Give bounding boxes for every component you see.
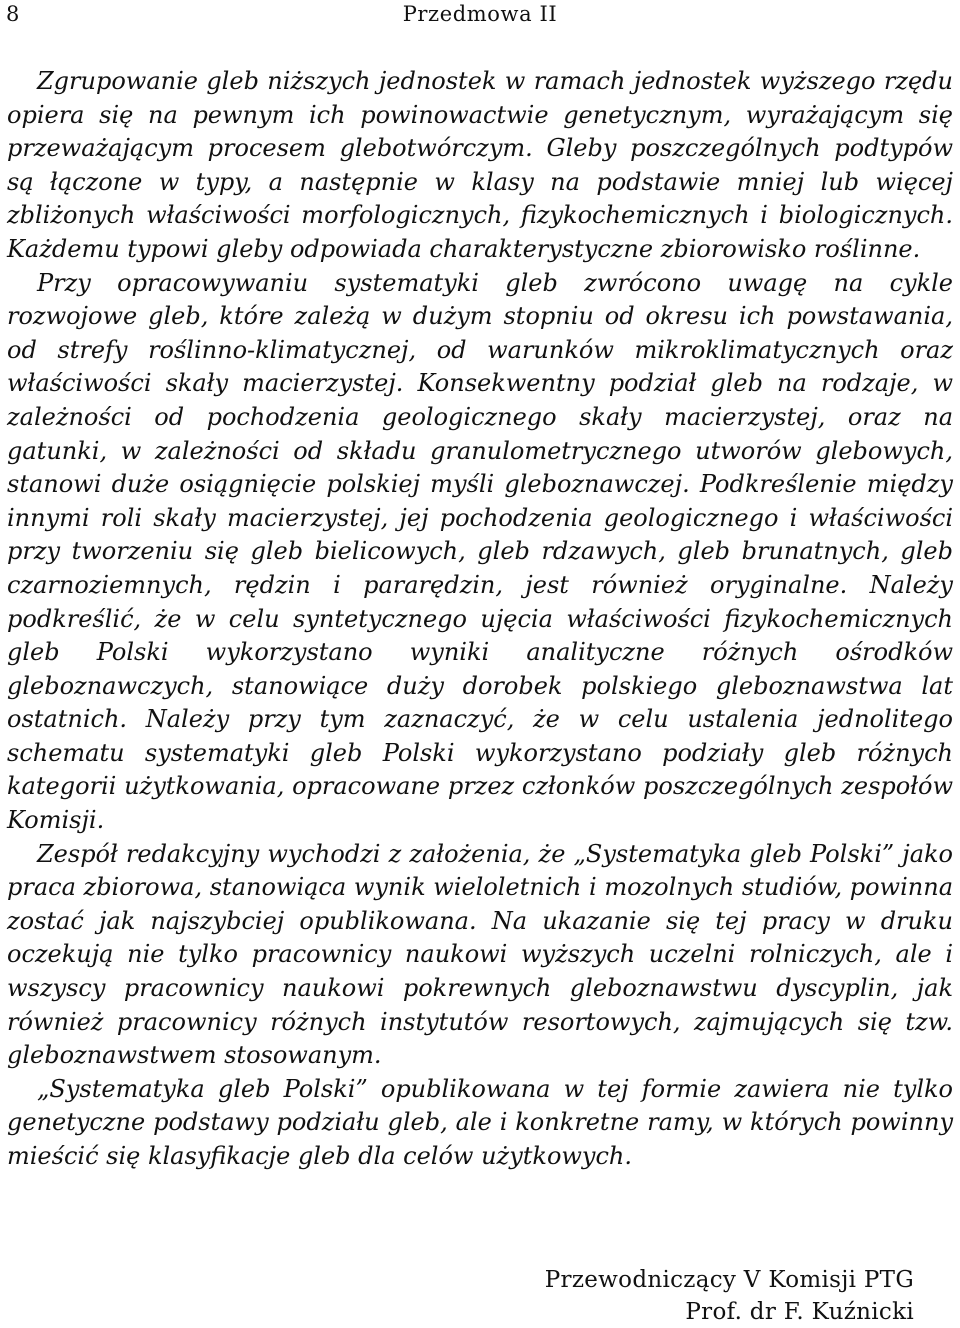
running-title: Przedmowa II xyxy=(402,2,558,26)
paragraph-1: Zgrupowanie gleb niższych jednostek w ramach jednostek wyższego rzędu opiera się na pewnym ich powinowactwie genetycznym, wyrażającym się przeważającym procesem glebotwórczym. Gleby poszczególnych podtypów są łączone w typy, a następnie w klasy na podstawie mniej lub więcej zbliżonych właściwości morfologicznych, fizykochemicznych i biologicznych. Każdemu typowi gleby odpowiada charakterystyczne zbiorowisko roślinne. xyxy=(7,67,953,263)
signature-name: Prof. dr F. Kuźnicki xyxy=(685,1299,914,1325)
paragraph-2: Przy opracowywaniu systematyki gleb zwrócono uwagę na cykle rozwojowe gleb, które zależą w dużym stopniu od okresu ich powstawania, od strefy roślinno-klimatycznej, od warunków mikroklimatycznych oraz właściwości skały macierzystej. Konsekwentny podział gleb na rodzaje, w zależności od pochodzenia geologicznego skały macierzystej, oraz na gatunki, w zależności od składu granulometrycznego utworów glebowych, stanowi duże osiągnięcie polskiej myśli gleboznawczej. Podkreślenie między innymi roli skały macierzystej, jej pochodzenia geologicznego i właściwości przy tworzeniu się gleb bielicowych, gleb rdzawych, gleb brunatnych, gleb czarnoziemnych, rędzin i pararędzin, jest również oryginalne. Należy podkreślić, że w celu syntetycznego ujęcia właściwości fizykochemicznych gleb Polski wykorzystano wyniki analityczne różnych ośrodków gleboznawczych, stanowiące duży dorobek polskiego gleboznawstwa lat ostatnich. Należy przy tym zaznaczyć, że w celu ustalenia jednolitego schematu systematyki gleb Polski wykorzystano podziały gleb różnych kategorii użytkowania, opracowane przez członków poszczególnych zespołów Komisji. xyxy=(7,268,953,835)
page-number: 8 xyxy=(6,2,20,26)
paragraph-4: „Systematyka gleb Polski” opublikowana w tej formie zawiera nie tylko genetyczne podstawy podziału gleb, ale i konkretne ramy, w których powinny mieścić się klasyfikacje gleb dla celów użytkowych. xyxy=(7,1074,953,1170)
body-text xyxy=(7,65,953,1174)
signature-title: Przewodniczący V Komisji PTG xyxy=(544,1267,914,1293)
paragraph-3: Zespół redakcyjny wychodzi z założenia, że „Systematyka gleb Polski” jako praca zbiorowa, stanowiąca wynik wieloletnich i mozolnych studiów, powinna zostać jak najszybciej opublikowana. Na ukazanie się tej pracy w druku oczekują nie tylko pracownicy naukowi wyższych uczelni rolniczych, ale i wszyscy pracownicy naukowi pokrewnych gleboznawstwu dyscyplin, jak również pracownicy różnych instytutów resortowych, zajmujących się tzw. gleboznawstwem stosowanym. xyxy=(7,839,953,1070)
signature-block xyxy=(545,1264,914,1328)
